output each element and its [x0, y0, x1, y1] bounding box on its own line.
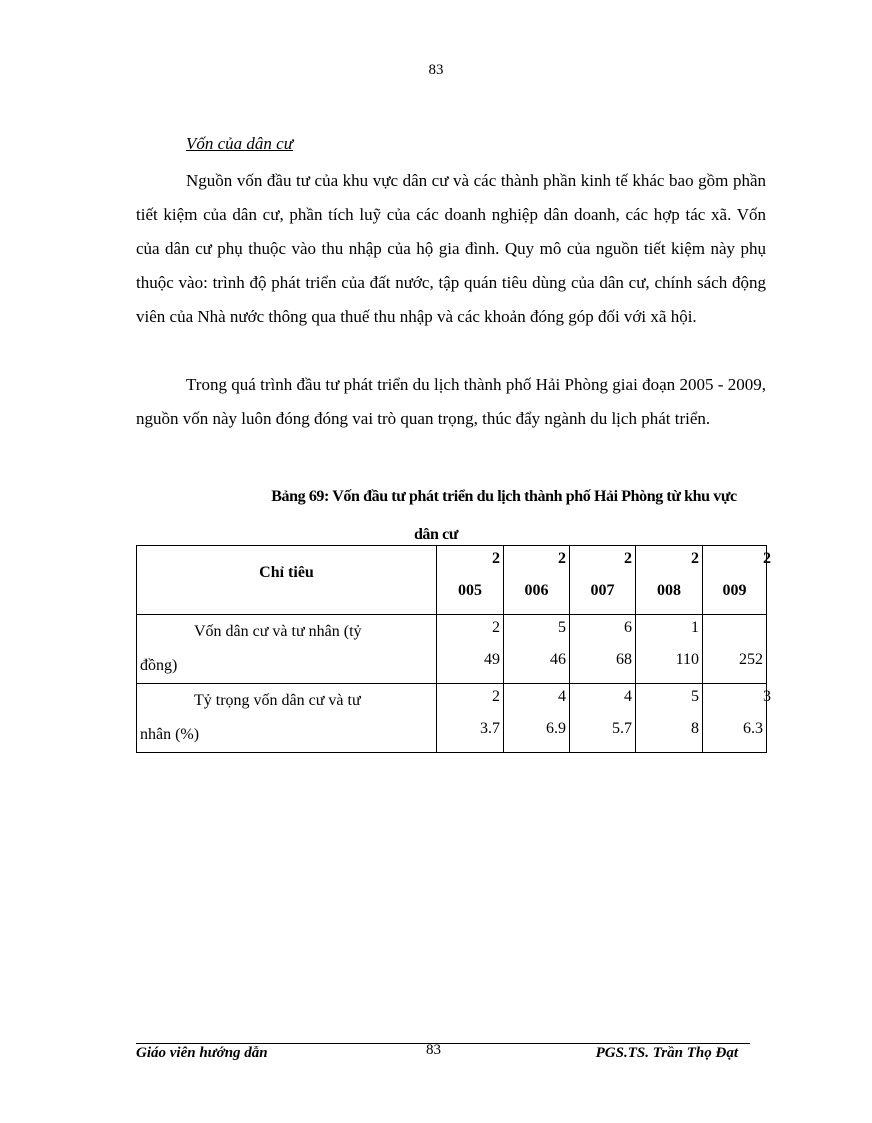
table-cell	[636, 615, 703, 684]
page-number-top: 83	[428, 62, 444, 78]
cell-bottom: 5.7	[612, 720, 632, 737]
cell-top: 6	[624, 619, 632, 636]
header-cell-year	[437, 546, 504, 615]
cell-bottom: 68	[616, 651, 632, 668]
cell-bottom: 110	[675, 651, 699, 668]
cell-top: 5	[558, 619, 566, 636]
cell-top: 2	[492, 688, 500, 705]
table-cell	[570, 615, 636, 684]
year-bottom: 007	[590, 582, 615, 599]
table-cell	[703, 684, 771, 753]
header-cell-year	[504, 546, 570, 615]
paragraph-1	[136, 164, 766, 334]
cell-top: 2	[492, 619, 500, 636]
cell-top: 4	[624, 688, 632, 705]
year-top: 2	[691, 550, 699, 567]
cell-top: 4	[558, 688, 566, 705]
cell-top: 5	[691, 688, 699, 705]
data-table	[136, 545, 771, 753]
table-row	[137, 615, 767, 684]
table-caption-line-2: dân cư	[413, 526, 459, 543]
year-bottom: 009	[722, 582, 747, 599]
header-cell-label: Chỉ tiêu	[137, 546, 437, 615]
cell-bottom: 8	[691, 720, 699, 737]
table-cell	[437, 684, 504, 753]
row-label-line-2: đồng)	[140, 657, 178, 674]
cell-bottom: 6.3	[743, 720, 763, 737]
year-top: 2	[558, 550, 566, 567]
footer-page-number: 83	[426, 1042, 441, 1058]
table-cell	[504, 615, 570, 684]
year-top: 2	[624, 550, 632, 567]
table-cell	[437, 615, 504, 684]
table-header-row	[137, 546, 767, 615]
cell-top: 3	[763, 688, 771, 705]
footer-divider	[136, 1043, 750, 1044]
year-top: 2	[492, 550, 500, 567]
year-bottom: 005	[458, 582, 482, 599]
row-label	[137, 615, 437, 684]
cell-top: 1	[691, 619, 699, 636]
table-cell	[703, 615, 767, 684]
cell-bottom: 252	[739, 651, 763, 668]
footer-advisor-name: PGS.TS. Trần Thọ Đạt	[595, 1045, 738, 1061]
paragraph-2	[136, 368, 766, 436]
table-cell	[504, 684, 570, 753]
year-bottom: 006	[524, 582, 549, 599]
cell-bottom: 46	[550, 651, 566, 668]
table-caption-line-1: Bảng 69: Vốn đầu tư phát triển du lịch thành phố Hải Phòng từ khu vực	[271, 488, 737, 505]
section-heading: Vốn của dân cư	[186, 134, 293, 153]
table-row	[137, 684, 767, 753]
row-label-line-1: Tỷ trọng vốn dân cư và tư	[194, 692, 361, 709]
header-cell-year	[703, 546, 771, 615]
cell-bottom: 3.7	[480, 720, 500, 737]
cell-bottom: 6.9	[546, 720, 566, 737]
paragraph-2-text: Trong quá trình đầu tư phát triển du lịch thành phố Hải Phòng giai đoạn 2005 - 2009, nguồn vốn này luôn đóng đóng vai trò quan trọng, thúc đẩy ngành du lịch phát triển.	[136, 375, 766, 428]
table-cell	[570, 684, 636, 753]
data-table-container	[136, 545, 771, 753]
cell-bottom: 49	[484, 651, 500, 668]
footer-advisor-label: Giáo viên hướng dẫn	[136, 1045, 268, 1061]
header-cell-year	[636, 546, 703, 615]
paragraph-1-text: Nguồn vốn đầu tư của khu vực dân cư và các thành phần kinh tế khác bao gồm phần tiết kiệm của dân cư, phần tích luỹ của các doanh nghiệp dân doanh, các hợp tác xã. Vốn của dân cư phụ thuộc vào thu nhập của hộ gia đình. Quy mô của nguồn tiết kiệm này phụ thuộc vào: trình độ phát triển của đất nước, tập quán tiêu dùng của dân cư, chính sách động viên của Nhà nước thông qua thuế thu nhập và các khoản đóng góp đối với xã hội.	[136, 171, 766, 326]
row-label	[137, 684, 437, 753]
year-bottom: 008	[657, 582, 681, 599]
year-top: 2	[763, 550, 771, 567]
row-label-line-1: Vốn dân cư và tư nhân (tỷ	[194, 623, 362, 640]
row-label-line-2: nhân (%)	[140, 726, 200, 743]
table-caption	[136, 478, 872, 554]
header-cell-year	[570, 546, 636, 615]
table-cell	[636, 684, 703, 753]
